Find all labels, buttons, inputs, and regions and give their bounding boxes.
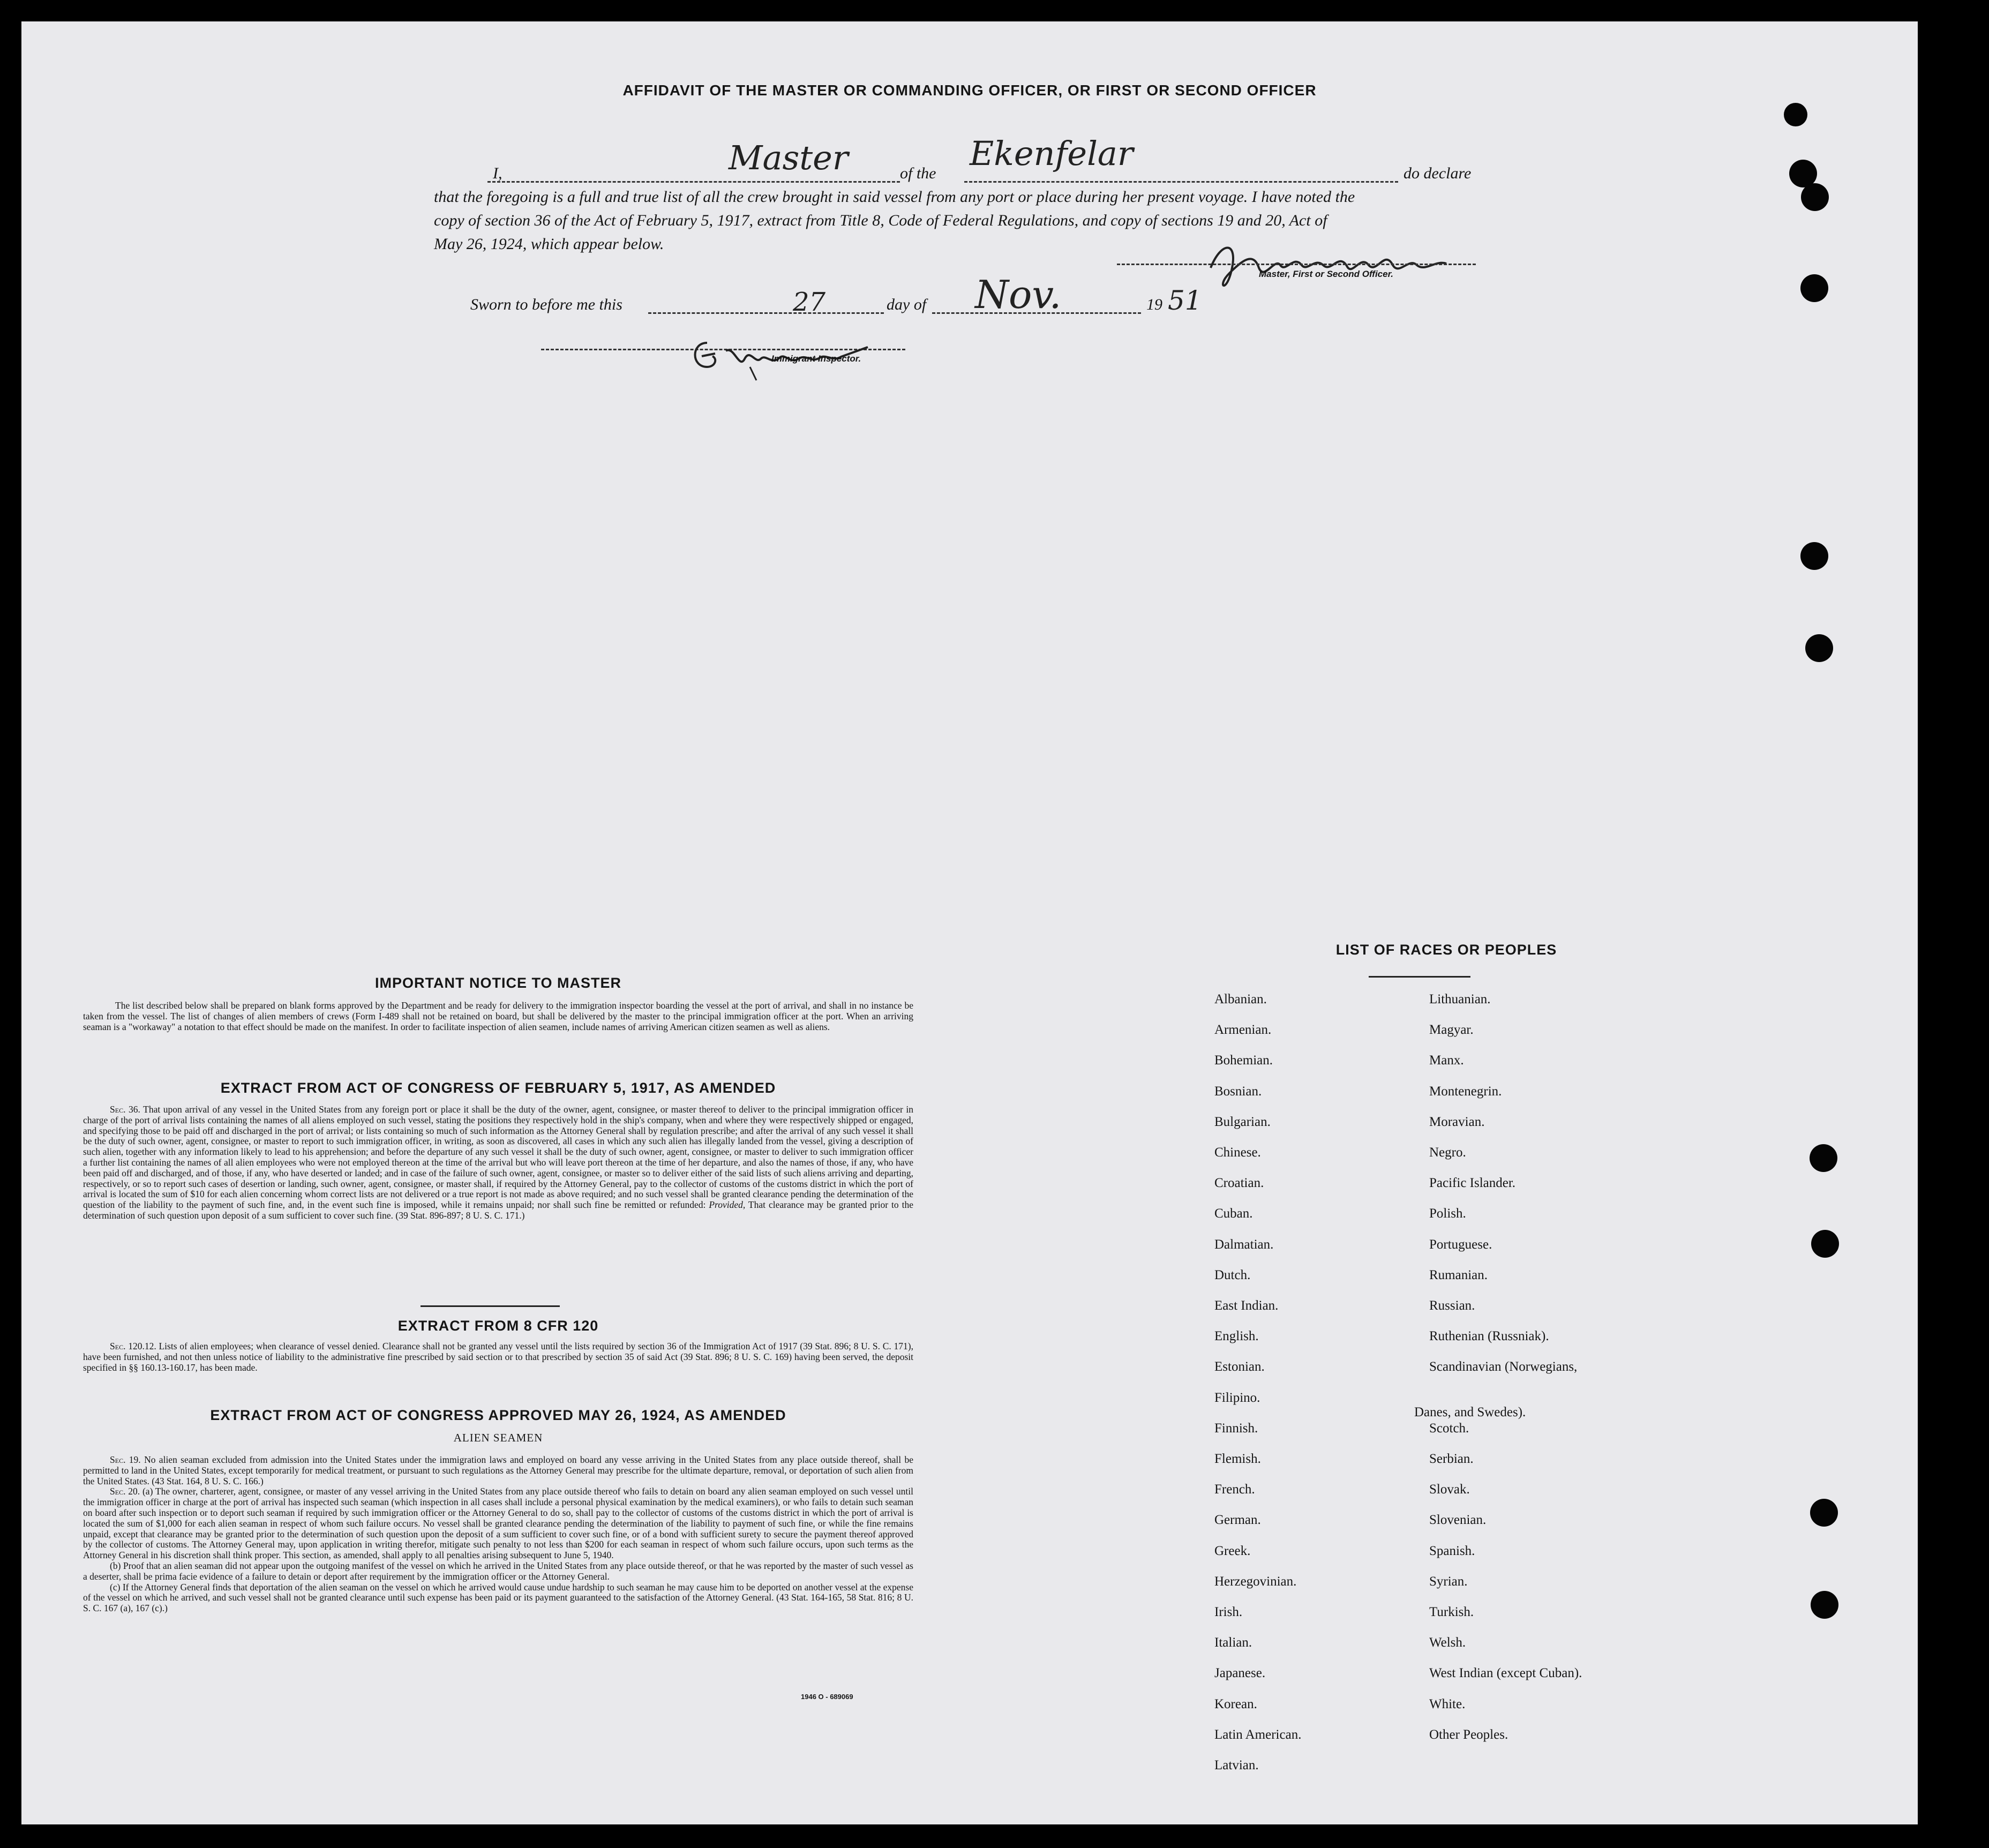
affidavit-line-3: copy of section 36 of the Act of February 5, 1917, extract from Title 8, Code of Federal Regulations, and copy of sections 19 and 20, Act of bbox=[434, 212, 1327, 229]
race-item: Chinese. bbox=[1214, 1145, 1261, 1160]
affidavit-line-2: that the foregoing is a full and true list of all the crew brought in said vessel from any port or place during her present voyage. I have noted the bbox=[434, 188, 1355, 206]
affidavit-line-4: May 26, 1924, which appear below. bbox=[434, 235, 664, 253]
race-item: Herzegovinian. bbox=[1214, 1574, 1297, 1589]
officer-title-handwritten: Master bbox=[729, 138, 849, 177]
day-of-label: day of bbox=[887, 296, 927, 313]
race-item: Flemish. bbox=[1214, 1452, 1261, 1466]
race-item: Korean. bbox=[1214, 1696, 1257, 1711]
race-item: Irish. bbox=[1214, 1605, 1243, 1619]
master-signature bbox=[1200, 236, 1457, 295]
race-item: Rumanian. bbox=[1429, 1267, 1488, 1282]
extract-1924-subtitle: ALIEN SEAMEN bbox=[453, 1431, 543, 1444]
punch-hole bbox=[1800, 542, 1828, 570]
race-item: Russian. bbox=[1429, 1298, 1475, 1313]
punch-hole bbox=[1800, 274, 1828, 302]
sworn-label: Sworn to before me this bbox=[470, 296, 622, 313]
race-item: Portuguese. bbox=[1429, 1237, 1492, 1252]
sec20c-body: (c) If the Attorney General finds that deportation of the alien seaman on the vessel on which he arrived would cause undue hardship to such seaman he may cause him to be deported on another vessel at the expense of the vessel on which he arrived, and such vessel shall not be granted clearance until such expense has been paid or its payment guaranteed to the satisfaction of the Attorney General. (43 Stat. 164-165, 58 Stat. 816; 8 U. S. C. 167 (a), 167 (c).) bbox=[83, 1581, 913, 1614]
race-item: Welsh. bbox=[1429, 1635, 1466, 1650]
divider-rule-1 bbox=[421, 1305, 560, 1307]
year-prefix: 19 bbox=[1146, 296, 1162, 313]
race-item: Moravian. bbox=[1429, 1114, 1485, 1129]
race-item: Italian. bbox=[1214, 1635, 1252, 1650]
year-handwritten: 51 bbox=[1168, 285, 1202, 316]
notice-text bbox=[83, 1001, 913, 1032]
punch-hole bbox=[1811, 1230, 1839, 1258]
extract-1917-title: EXTRACT FROM ACT OF CONGRESS OF FEBRUARY 5, 1917, AS AMENDED bbox=[220, 1080, 776, 1096]
signature-line bbox=[1117, 264, 1476, 265]
print-number: 1946 O - 689069 bbox=[801, 1693, 853, 1701]
race-item: Slovak. bbox=[1429, 1482, 1470, 1497]
affidavit-i-label: I, bbox=[493, 164, 502, 182]
race-item: French. bbox=[1214, 1482, 1255, 1497]
affidavit-of-the-label: of the bbox=[900, 164, 936, 182]
inspector-label: Immigrant Inspector. bbox=[771, 354, 861, 364]
race-item: Albanian. bbox=[1214, 992, 1267, 1006]
race-item: Polish. bbox=[1429, 1206, 1466, 1221]
race-item: Latvian. bbox=[1214, 1758, 1259, 1772]
race-item: Japanese. bbox=[1214, 1666, 1266, 1681]
sec20-label: Sec. 20. bbox=[110, 1486, 140, 1497]
punch-hole bbox=[1810, 1499, 1838, 1527]
race-item: Greek. bbox=[1214, 1543, 1251, 1558]
punch-hole bbox=[1805, 634, 1833, 662]
race-item: Ruthenian (Russniak). bbox=[1429, 1329, 1549, 1344]
affidavit-title: AFFIDAVIT OF THE MASTER OR COMMANDING OFFICER, OR FIRST OR SECOND OFFICER bbox=[622, 82, 1317, 99]
notice-title: IMPORTANT NOTICE TO MASTER bbox=[375, 975, 621, 991]
race-item: Bulgarian. bbox=[1214, 1114, 1271, 1129]
race-item: Estonian. bbox=[1214, 1359, 1265, 1374]
race-item: East Indian. bbox=[1214, 1298, 1279, 1313]
race-item: Spanish. bbox=[1429, 1543, 1475, 1558]
race-item: Dalmatian. bbox=[1214, 1237, 1274, 1252]
sec20a-body: (a) The owner, charterer, agent, consignee, or master of any vessel arriving in the United States from any place outside thereof who fails to detain on board any alien seaman employed on such vessel until the immigration officer in charge at the port of arrival has inspected such seaman (which inspection in all cases shall include a personal physical examination by the medical examiners), or who fails to detain such seaman on board after such inspection or to deport such seaman if required by such immigration officer or the Attorney General to do so, shall pay to the collector of customs of the customs district in which the port of arrival is located the sum of $1,000 for each alien seaman in respect of whom such failure occurs. No vessel shall be granted clearance pending the determination of the liability to payment of such fine, or while the fine remains unpaid, except that clearance may be granted prior to the determination of such question upon the deposit of a sum sufficient to cover such fine, or of a bond with sufficient surety to secure the payment thereof approved by the collector of customs. The Attorney General may, upon application in writing therefor, mitigate such penalty to not less than $200 for each seaman in respect of whom such failure occurs, upon such terms as the Attorney General in his discretion shall think proper. This section, as amended, shall apply to all penalties arising subsequent to June 5, 1940. bbox=[83, 1486, 914, 1561]
race-item: Armenian. bbox=[1214, 1023, 1272, 1038]
extract-cfr-text bbox=[83, 1341, 913, 1373]
race-item: Finnish. bbox=[1214, 1421, 1258, 1436]
race-item: Dutch. bbox=[1214, 1267, 1251, 1282]
extract-1917-sec-label: Sec. 36. bbox=[110, 1104, 140, 1115]
day-line bbox=[648, 312, 884, 314]
extract-cfr-sec-label: Sec. 120.12. bbox=[110, 1341, 156, 1351]
race-item: Bohemian. bbox=[1214, 1053, 1273, 1068]
officer-title-line bbox=[487, 181, 900, 183]
extract-cfr-body: Lists of alien employees; when clearance of vessel denied. Clearance shall not be granted any vessel until the lists required by section 36 of the Immigration Act of 1917 (39 Stat. 896; 8 U. S. C. 171), have been furnished, and not then unless notice of liability to the administrative fine prescribed by said section or to that prescribed by section 35 of said Act (39 Stat. 896; 8 U. S. C. 169) having been served, the deposit specified in §§ 160.13-160.17, has been made. bbox=[83, 1341, 914, 1373]
vessel-name-handwritten: Ekenfelar bbox=[970, 134, 1134, 173]
race-item: Syrian. bbox=[1429, 1574, 1468, 1589]
race-item: Slovenian. bbox=[1429, 1513, 1487, 1528]
punch-hole bbox=[1810, 1144, 1837, 1172]
extract-1917-body: That upon arrival of any vessel in the United States from any foreign port or place it shall be the duty of the owner, agent, consignee, or master thereof to deliver to the principal immigration officer in charge of the port of arrival lists containing the names of all aliens employed on such vessel, stating the positions they respectively hold in the ship's company, when and where they were respectively shipped or engaged, and specifying those to be paid off and discharged in the port of arrival; or lists containing so much of such information as the Attorney General shall by regulation prescribe; and after the arrival of any such vessel it shall be the duty of such owner, agent, consignee, or master to report to such immigration officer, in writing, as soon as discovered, all cases in which any such alien has illegally landed from the vessel, giving a description of such alien, together with any information likely to lead to his apprehension; and before the departure of any such vessel it shall be the duty of such owner, agent, consignee, or master to deliver to such immigration officer a further list containing the names of all alien employees who were not employed thereon at the time of the arrival but who will leave port thereon at the time of her departure, and also the names of those, if any, who have been paid off and discharged, and of those, if any, who have deserted or landed; and in case of the failure of such owner, agent, consignee, or master so to deliver either of the said lists of such aliens arriving and departing, respectively, or so to report such cases of desertion or landing, such owner, agent, consignee, or master shall, if required by the Attorney General, pay to the collector of customs of the customs district in which the port of arrival is located the sum of $10 for each alien concerning whom correct lists are not delivered or a true report is not made as above required; and no such vessel shall be granted clearance pending the determination of the question of the liability to the payment of such fine, and, in the event such fine is imposed, while it remains unpaid; nor shall such fine be remitted or refunded: bbox=[83, 1104, 913, 1211]
punch-hole bbox=[1801, 183, 1829, 211]
race-item: Other Peoples. bbox=[1429, 1727, 1508, 1742]
race-item: Pacific Islander. bbox=[1429, 1176, 1516, 1191]
race-item: Cuban. bbox=[1214, 1206, 1253, 1221]
extract-1917-proviso-label: Provided, bbox=[709, 1199, 746, 1211]
extract-1924-text bbox=[83, 1455, 913, 1614]
sec19-body: No alien seaman excluded from admission into the United States under the immigration laws and employed on board any vesse arriving in the United States from any place outside thereof, shall be permitted to land in the United States, except temporarily for medical treatment, or pursuant to such regulations as the Attorney General may prescribe for the ultimate departure, removal, or deportation of such alien from the United States. (43 Stat. 164, 8 U. S. C. 166.) bbox=[83, 1454, 914, 1486]
race-item: West Indian (except Cuban). bbox=[1429, 1666, 1582, 1681]
sec19-label: Sec. 19. bbox=[110, 1454, 141, 1465]
extract-1924-title: EXTRACT FROM ACT OF CONGRESS APPROVED MAY 26, 1924, AS AMENDED bbox=[210, 1407, 786, 1423]
race-item: Scandinavian (Norwegians, bbox=[1429, 1359, 1578, 1374]
race-item: Serbian. bbox=[1429, 1452, 1474, 1466]
document-sheet bbox=[21, 21, 1918, 1824]
punch-hole bbox=[1784, 103, 1807, 126]
race-item: White. bbox=[1429, 1696, 1466, 1711]
race-item: Turkish. bbox=[1429, 1605, 1474, 1619]
race-item: Negro. bbox=[1429, 1145, 1466, 1160]
race-item: Manx. bbox=[1429, 1053, 1464, 1068]
race-item: Scotch. bbox=[1429, 1421, 1469, 1436]
day-handwritten: 27 bbox=[793, 287, 826, 317]
race-item: English. bbox=[1214, 1329, 1259, 1344]
affidavit-declare-label: do declare bbox=[1403, 164, 1472, 182]
races-title-rule bbox=[1369, 976, 1470, 978]
signature-label: Master, First or Second Officer. bbox=[1259, 269, 1393, 279]
race-item: Latin American. bbox=[1214, 1727, 1302, 1742]
extract-1917-text bbox=[83, 1105, 913, 1221]
race-item: Danes, and Swedes). bbox=[1414, 1404, 1526, 1419]
race-item: Montenegrin. bbox=[1429, 1084, 1502, 1099]
vessel-name-line bbox=[964, 181, 1398, 183]
race-item: Croatian. bbox=[1214, 1176, 1264, 1191]
race-item: German. bbox=[1214, 1513, 1261, 1528]
extract-1917-proviso: That clearance may be granted prior to the determination of such question upon deposit of a sum sufficient to cover such fine. (39 Stat. 896-897; 8 U. S. C. 171.) bbox=[83, 1199, 914, 1221]
extract-cfr-title: EXTRACT FROM 8 CFR 120 bbox=[397, 1318, 599, 1334]
punch-hole bbox=[1811, 1591, 1838, 1619]
race-item: Bosnian. bbox=[1214, 1084, 1262, 1099]
races-title: LIST OF RACES OR PEOPLES bbox=[1335, 942, 1557, 958]
sec20b-body: (b) Proof that an alien seaman did not appear upon the outgoing manifest of the vessel on which he arrived in the United States from any place outside thereof, or that he was reported by the master of such vessel as a deserter, shall be prima facie evidence of a failure to detain or deport after requirement by the immigration officer or the Attorney General. bbox=[83, 1560, 913, 1582]
month-handwritten: Nov. bbox=[975, 272, 1062, 317]
race-item: Filipino. bbox=[1214, 1390, 1260, 1405]
race-item: Magyar. bbox=[1429, 1023, 1474, 1038]
race-item: Lithuanian. bbox=[1429, 992, 1491, 1006]
notice-paragraph: The list described below shall be prepared on blank forms approved by the Department and be ready for delivery to the immigration inspector boarding the vessel at the port of arrival, and shall in no instance be taken from the vessel. The list of changes of alien members of crews (Form I-489 shall not be retained on board, but shall be delivered by the master to the principal immigration officer at the port. When an arriving seaman is a "workaway" a notation to that effect should be made on the manifest. In order to facilitate inspection of alien seamen, include names of arriving American citizen seamen as well as aliens. bbox=[83, 1000, 913, 1032]
